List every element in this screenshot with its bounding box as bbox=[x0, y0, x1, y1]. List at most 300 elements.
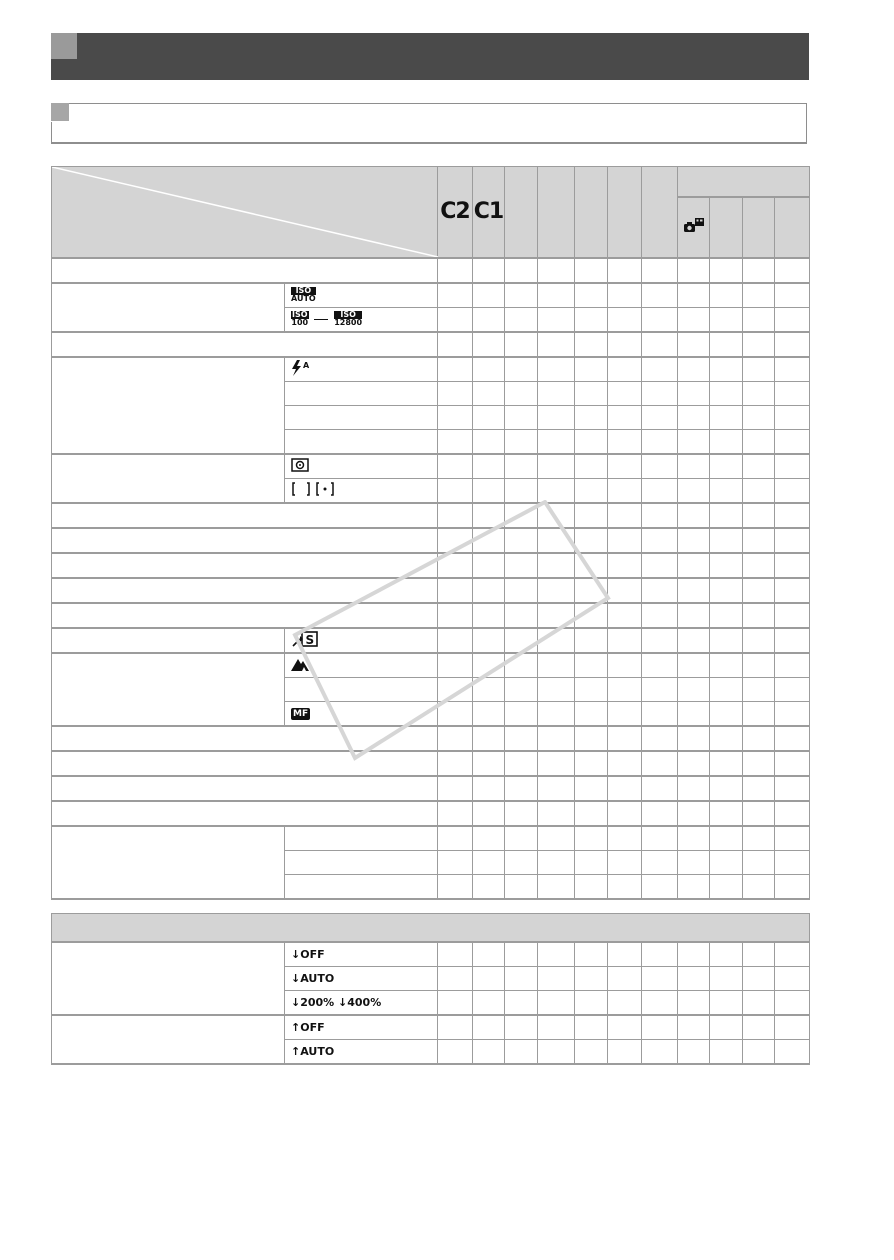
svg-text:S: S bbox=[305, 632, 315, 647]
table-cell bbox=[505, 653, 538, 678]
table-cell bbox=[642, 701, 678, 726]
table-cell bbox=[473, 357, 505, 382]
page-title-bar bbox=[51, 33, 809, 80]
table-cell bbox=[743, 991, 775, 1016]
table-cell bbox=[710, 874, 743, 899]
table-cell bbox=[642, 1015, 678, 1040]
table-cell bbox=[775, 776, 810, 801]
table-cell bbox=[608, 1040, 642, 1065]
table-cell bbox=[608, 701, 642, 726]
table-cell bbox=[575, 942, 608, 967]
iso-range-icon: ISO 100 ISO 12800 bbox=[285, 307, 438, 332]
scene-group-header bbox=[678, 167, 810, 197]
table-cell bbox=[438, 283, 473, 308]
table-corner-cell bbox=[52, 167, 438, 258]
table-cell bbox=[473, 503, 505, 528]
table-cell bbox=[710, 726, 743, 751]
table-cell bbox=[538, 258, 575, 283]
table-cell bbox=[505, 677, 538, 701]
table-cell bbox=[678, 553, 710, 578]
table-cell bbox=[678, 454, 710, 479]
table-cell bbox=[775, 826, 810, 851]
table-cell bbox=[575, 653, 608, 678]
table-cell bbox=[775, 553, 810, 578]
table-cell bbox=[505, 332, 538, 357]
table-cell bbox=[642, 283, 678, 308]
flash-mode-label bbox=[52, 357, 285, 454]
table-cell bbox=[608, 826, 642, 851]
table-cell bbox=[710, 1040, 743, 1065]
table-cell bbox=[575, 826, 608, 851]
table-cell bbox=[538, 726, 575, 751]
table-cell bbox=[608, 503, 642, 528]
table-cell bbox=[473, 942, 505, 967]
table-cell bbox=[608, 283, 642, 308]
table-cell bbox=[505, 307, 538, 332]
table-cell bbox=[473, 1040, 505, 1065]
table-cell bbox=[710, 478, 743, 503]
table-cell bbox=[473, 478, 505, 503]
table-cell bbox=[538, 628, 575, 653]
table-cell bbox=[642, 850, 678, 874]
table-cell bbox=[575, 258, 608, 283]
table-row-label bbox=[52, 603, 438, 628]
table-cell bbox=[642, 1040, 678, 1065]
table-cell bbox=[710, 258, 743, 283]
table-cell bbox=[642, 874, 678, 899]
table-cell bbox=[505, 553, 538, 578]
table-cell bbox=[575, 751, 608, 776]
table-cell bbox=[538, 751, 575, 776]
table-cell bbox=[710, 357, 743, 382]
mode-header-5 bbox=[575, 167, 608, 258]
table-cell bbox=[538, 942, 575, 967]
table-cell bbox=[438, 751, 473, 776]
scene-camera-icon-header bbox=[678, 197, 710, 258]
table-cell bbox=[473, 628, 505, 653]
table-cell bbox=[642, 826, 678, 851]
table-cell bbox=[678, 503, 710, 528]
table-cell bbox=[678, 478, 710, 503]
table-row-label bbox=[52, 578, 438, 603]
table-cell bbox=[538, 1015, 575, 1040]
table-cell bbox=[505, 1040, 538, 1065]
table-cell bbox=[473, 991, 505, 1016]
table-cell bbox=[473, 726, 505, 751]
table-cell bbox=[710, 503, 743, 528]
table-cell bbox=[505, 405, 538, 429]
macro-landscape-icon bbox=[285, 653, 438, 678]
table-cell bbox=[642, 801, 678, 826]
table-cell bbox=[608, 653, 642, 678]
table-cell bbox=[743, 677, 775, 701]
scene-header-2 bbox=[710, 197, 743, 258]
table-cell bbox=[575, 283, 608, 308]
table-cell bbox=[775, 528, 810, 553]
safety-shift-icon bbox=[285, 628, 438, 653]
table-cell bbox=[775, 942, 810, 967]
table-row-label bbox=[52, 776, 438, 801]
table-cell bbox=[505, 528, 538, 553]
table-cell bbox=[538, 381, 575, 405]
table-cell bbox=[438, 503, 473, 528]
table-cell bbox=[775, 429, 810, 454]
table-cell bbox=[473, 283, 505, 308]
table-cell bbox=[710, 677, 743, 701]
table-cell bbox=[438, 307, 473, 332]
svg-text:A: A bbox=[303, 360, 310, 370]
table-cell bbox=[575, 307, 608, 332]
flash-option-2 bbox=[285, 381, 438, 405]
table-cell bbox=[473, 874, 505, 899]
table-cell bbox=[505, 628, 538, 653]
table-cell bbox=[642, 751, 678, 776]
table-cell bbox=[775, 653, 810, 678]
table-cell bbox=[438, 454, 473, 479]
focus-option-2 bbox=[285, 677, 438, 701]
table-cell bbox=[775, 258, 810, 283]
table-cell bbox=[473, 776, 505, 801]
table-cell bbox=[678, 726, 710, 751]
table-cell bbox=[678, 603, 710, 628]
dynamic-range-label bbox=[52, 942, 285, 1015]
table-cell bbox=[775, 603, 810, 628]
table-cell bbox=[743, 653, 775, 678]
table-cell bbox=[575, 850, 608, 874]
table-cell bbox=[608, 628, 642, 653]
table-cell bbox=[710, 553, 743, 578]
table-cell bbox=[438, 653, 473, 678]
table-cell bbox=[438, 258, 473, 283]
table-cell bbox=[608, 332, 642, 357]
table-cell bbox=[473, 258, 505, 283]
table-cell bbox=[710, 628, 743, 653]
table-cell bbox=[642, 578, 678, 603]
table-cell bbox=[642, 478, 678, 503]
table-cell bbox=[642, 332, 678, 357]
table-cell bbox=[710, 653, 743, 678]
table-cell bbox=[710, 942, 743, 967]
table-cell bbox=[743, 578, 775, 603]
table-row-label bbox=[52, 528, 438, 553]
table-cell bbox=[608, 357, 642, 382]
table-cell bbox=[575, 405, 608, 429]
section-header bbox=[51, 103, 807, 144]
camera-mode-icon bbox=[683, 217, 705, 233]
table-cell bbox=[438, 801, 473, 826]
table-cell bbox=[710, 307, 743, 332]
table-cell bbox=[505, 726, 538, 751]
table-cell bbox=[473, 801, 505, 826]
table-cell bbox=[743, 874, 775, 899]
table-cell bbox=[678, 307, 710, 332]
table-cell bbox=[608, 307, 642, 332]
table-cell bbox=[538, 801, 575, 826]
table-cell bbox=[438, 826, 473, 851]
flash-option-3 bbox=[285, 405, 438, 429]
mode-header-4 bbox=[538, 167, 575, 258]
table-cell bbox=[743, 751, 775, 776]
table-cell bbox=[743, 381, 775, 405]
table-cell bbox=[538, 357, 575, 382]
table-cell bbox=[775, 307, 810, 332]
table-cell bbox=[608, 603, 642, 628]
manual-focus-icon: MF bbox=[285, 701, 438, 726]
table-cell bbox=[775, 726, 810, 751]
table-cell bbox=[575, 553, 608, 578]
table-cell bbox=[438, 578, 473, 603]
table-cell bbox=[608, 405, 642, 429]
table-cell bbox=[473, 553, 505, 578]
table-cell bbox=[575, 801, 608, 826]
table-cell bbox=[678, 677, 710, 701]
table-cell bbox=[538, 478, 575, 503]
table-cell bbox=[743, 1015, 775, 1040]
table-cell bbox=[608, 991, 642, 1016]
table-cell bbox=[608, 677, 642, 701]
table-cell bbox=[775, 874, 810, 899]
table-cell bbox=[505, 503, 538, 528]
table-cell bbox=[678, 991, 710, 1016]
table-cell bbox=[473, 653, 505, 678]
table-cell bbox=[743, 503, 775, 528]
table-cell bbox=[743, 726, 775, 751]
flash-option-4 bbox=[285, 429, 438, 454]
table-cell bbox=[743, 967, 775, 991]
table-cell bbox=[642, 503, 678, 528]
table-cell bbox=[678, 357, 710, 382]
table-cell bbox=[473, 405, 505, 429]
table-cell bbox=[678, 801, 710, 826]
table-cell bbox=[505, 478, 538, 503]
table-cell bbox=[575, 454, 608, 479]
table-cell bbox=[608, 967, 642, 991]
table-cell bbox=[438, 874, 473, 899]
table-cell bbox=[575, 628, 608, 653]
table-cell bbox=[538, 653, 575, 678]
table-cell bbox=[678, 826, 710, 851]
table-cell bbox=[642, 776, 678, 801]
table-cell bbox=[538, 850, 575, 874]
table-cell bbox=[775, 405, 810, 429]
table-cell bbox=[438, 967, 473, 991]
table-cell bbox=[678, 874, 710, 899]
table-cell bbox=[642, 726, 678, 751]
table-cell bbox=[608, 874, 642, 899]
table-cell bbox=[775, 503, 810, 528]
table-cell bbox=[575, 776, 608, 801]
table-cell bbox=[575, 874, 608, 899]
table-cell bbox=[608, 553, 642, 578]
table-cell bbox=[473, 826, 505, 851]
table-cell bbox=[608, 751, 642, 776]
table-cell bbox=[743, 801, 775, 826]
table-cell bbox=[438, 357, 473, 382]
table-cell bbox=[642, 991, 678, 1016]
table-cell bbox=[438, 850, 473, 874]
table-cell bbox=[775, 628, 810, 653]
table-cell bbox=[678, 751, 710, 776]
table-cell bbox=[575, 528, 608, 553]
table-cell bbox=[743, 258, 775, 283]
table-cell bbox=[678, 528, 710, 553]
table-cell bbox=[575, 503, 608, 528]
table-cell bbox=[538, 283, 575, 308]
table-row-label bbox=[52, 553, 438, 578]
table-cell bbox=[678, 850, 710, 874]
table-cell bbox=[538, 701, 575, 726]
table-cell bbox=[505, 801, 538, 826]
table-cell bbox=[642, 429, 678, 454]
table-cell bbox=[473, 307, 505, 332]
table-cell bbox=[642, 454, 678, 479]
table-cell bbox=[505, 991, 538, 1016]
table-cell bbox=[505, 381, 538, 405]
table-cell bbox=[575, 1040, 608, 1065]
table-row-label bbox=[52, 503, 438, 528]
table-cell bbox=[575, 357, 608, 382]
table-cell bbox=[438, 1040, 473, 1065]
table-cell bbox=[538, 454, 575, 479]
table-cell bbox=[775, 991, 810, 1016]
dr-off-icon: ↓OFF bbox=[285, 942, 438, 967]
table-cell bbox=[438, 701, 473, 726]
table-cell bbox=[538, 677, 575, 701]
function-availability-table bbox=[51, 166, 810, 900]
table-row-label bbox=[52, 751, 438, 776]
table-cell bbox=[710, 603, 743, 628]
table-group-label bbox=[52, 826, 285, 899]
table-cell bbox=[608, 381, 642, 405]
table-cell bbox=[710, 454, 743, 479]
table-cell bbox=[438, 776, 473, 801]
table-cell bbox=[473, 677, 505, 701]
mode-c2-header: C2 bbox=[438, 167, 473, 258]
table-cell bbox=[710, 332, 743, 357]
safety-shift-label bbox=[52, 628, 285, 653]
table-cell bbox=[505, 357, 538, 382]
table-cell bbox=[642, 381, 678, 405]
table-cell bbox=[642, 307, 678, 332]
iso-speed-label bbox=[52, 283, 285, 332]
table-cell bbox=[743, 429, 775, 454]
table-cell bbox=[473, 751, 505, 776]
table-cell bbox=[710, 826, 743, 851]
table-cell bbox=[642, 967, 678, 991]
table-cell bbox=[743, 850, 775, 874]
table-cell bbox=[505, 874, 538, 899]
table-cell bbox=[505, 776, 538, 801]
table-cell bbox=[743, 776, 775, 801]
focus-range-label bbox=[52, 653, 285, 726]
table-cell bbox=[743, 1040, 775, 1065]
table-cell bbox=[538, 874, 575, 899]
table-cell bbox=[710, 850, 743, 874]
table-cell bbox=[473, 1015, 505, 1040]
table-cell bbox=[775, 1015, 810, 1040]
table-cell bbox=[438, 726, 473, 751]
table-cell bbox=[642, 357, 678, 382]
table-cell bbox=[438, 332, 473, 357]
table-cell bbox=[438, 991, 473, 1016]
table-cell bbox=[538, 429, 575, 454]
table-row-label bbox=[52, 801, 438, 826]
table-cell bbox=[608, 454, 642, 479]
table-cell bbox=[678, 1015, 710, 1040]
table-cell bbox=[678, 578, 710, 603]
dr-200-400-icon: ↓200% ↓400% bbox=[285, 991, 438, 1016]
table-cell bbox=[505, 603, 538, 628]
table-cell bbox=[678, 653, 710, 678]
table-cell bbox=[575, 967, 608, 991]
table-cell bbox=[438, 429, 473, 454]
table-cell bbox=[678, 332, 710, 357]
table-cell bbox=[743, 478, 775, 503]
group-option-2 bbox=[285, 850, 438, 874]
table-cell bbox=[505, 578, 538, 603]
table-cell bbox=[505, 1015, 538, 1040]
table-cell bbox=[438, 381, 473, 405]
table-cell bbox=[678, 1040, 710, 1065]
table-cell bbox=[678, 429, 710, 454]
shadow-auto-icon: ↑AUTO bbox=[285, 1040, 438, 1065]
table-cell bbox=[538, 578, 575, 603]
mode-header-7 bbox=[642, 167, 678, 258]
table-cell bbox=[473, 332, 505, 357]
table-cell bbox=[775, 701, 810, 726]
table-cell bbox=[678, 701, 710, 726]
group-option-1 bbox=[285, 826, 438, 851]
table-cell bbox=[575, 1015, 608, 1040]
center-spot-metering-icon bbox=[285, 478, 438, 503]
table-cell bbox=[743, 701, 775, 726]
table-cell bbox=[575, 726, 608, 751]
table-cell bbox=[608, 429, 642, 454]
group-option-3 bbox=[285, 874, 438, 899]
table-cell bbox=[438, 1015, 473, 1040]
table-row-label bbox=[52, 258, 438, 283]
table-cell bbox=[743, 826, 775, 851]
table-cell bbox=[538, 603, 575, 628]
table-cell bbox=[642, 603, 678, 628]
table-cell bbox=[608, 850, 642, 874]
table-cell bbox=[505, 967, 538, 991]
flash-auto-icon bbox=[285, 357, 438, 382]
table-cell bbox=[438, 405, 473, 429]
table-cell bbox=[678, 381, 710, 405]
table-cell bbox=[642, 405, 678, 429]
table-cell bbox=[575, 677, 608, 701]
table-cell bbox=[575, 429, 608, 454]
table-cell bbox=[710, 405, 743, 429]
mode-header-6 bbox=[608, 167, 642, 258]
iso-auto-icon: ISO AUTO bbox=[285, 283, 438, 308]
table-cell bbox=[678, 967, 710, 991]
table-cell bbox=[642, 628, 678, 653]
table-cell bbox=[608, 1015, 642, 1040]
table-cell bbox=[575, 332, 608, 357]
table-cell bbox=[678, 942, 710, 967]
table-cell bbox=[473, 603, 505, 628]
table-cell bbox=[642, 258, 678, 283]
table-cell bbox=[608, 528, 642, 553]
table-cell bbox=[575, 991, 608, 1016]
table-cell bbox=[505, 258, 538, 283]
table-cell bbox=[775, 381, 810, 405]
scene-header-3 bbox=[743, 197, 775, 258]
table-cell bbox=[743, 603, 775, 628]
mode-c1-header: C1 bbox=[473, 167, 505, 258]
